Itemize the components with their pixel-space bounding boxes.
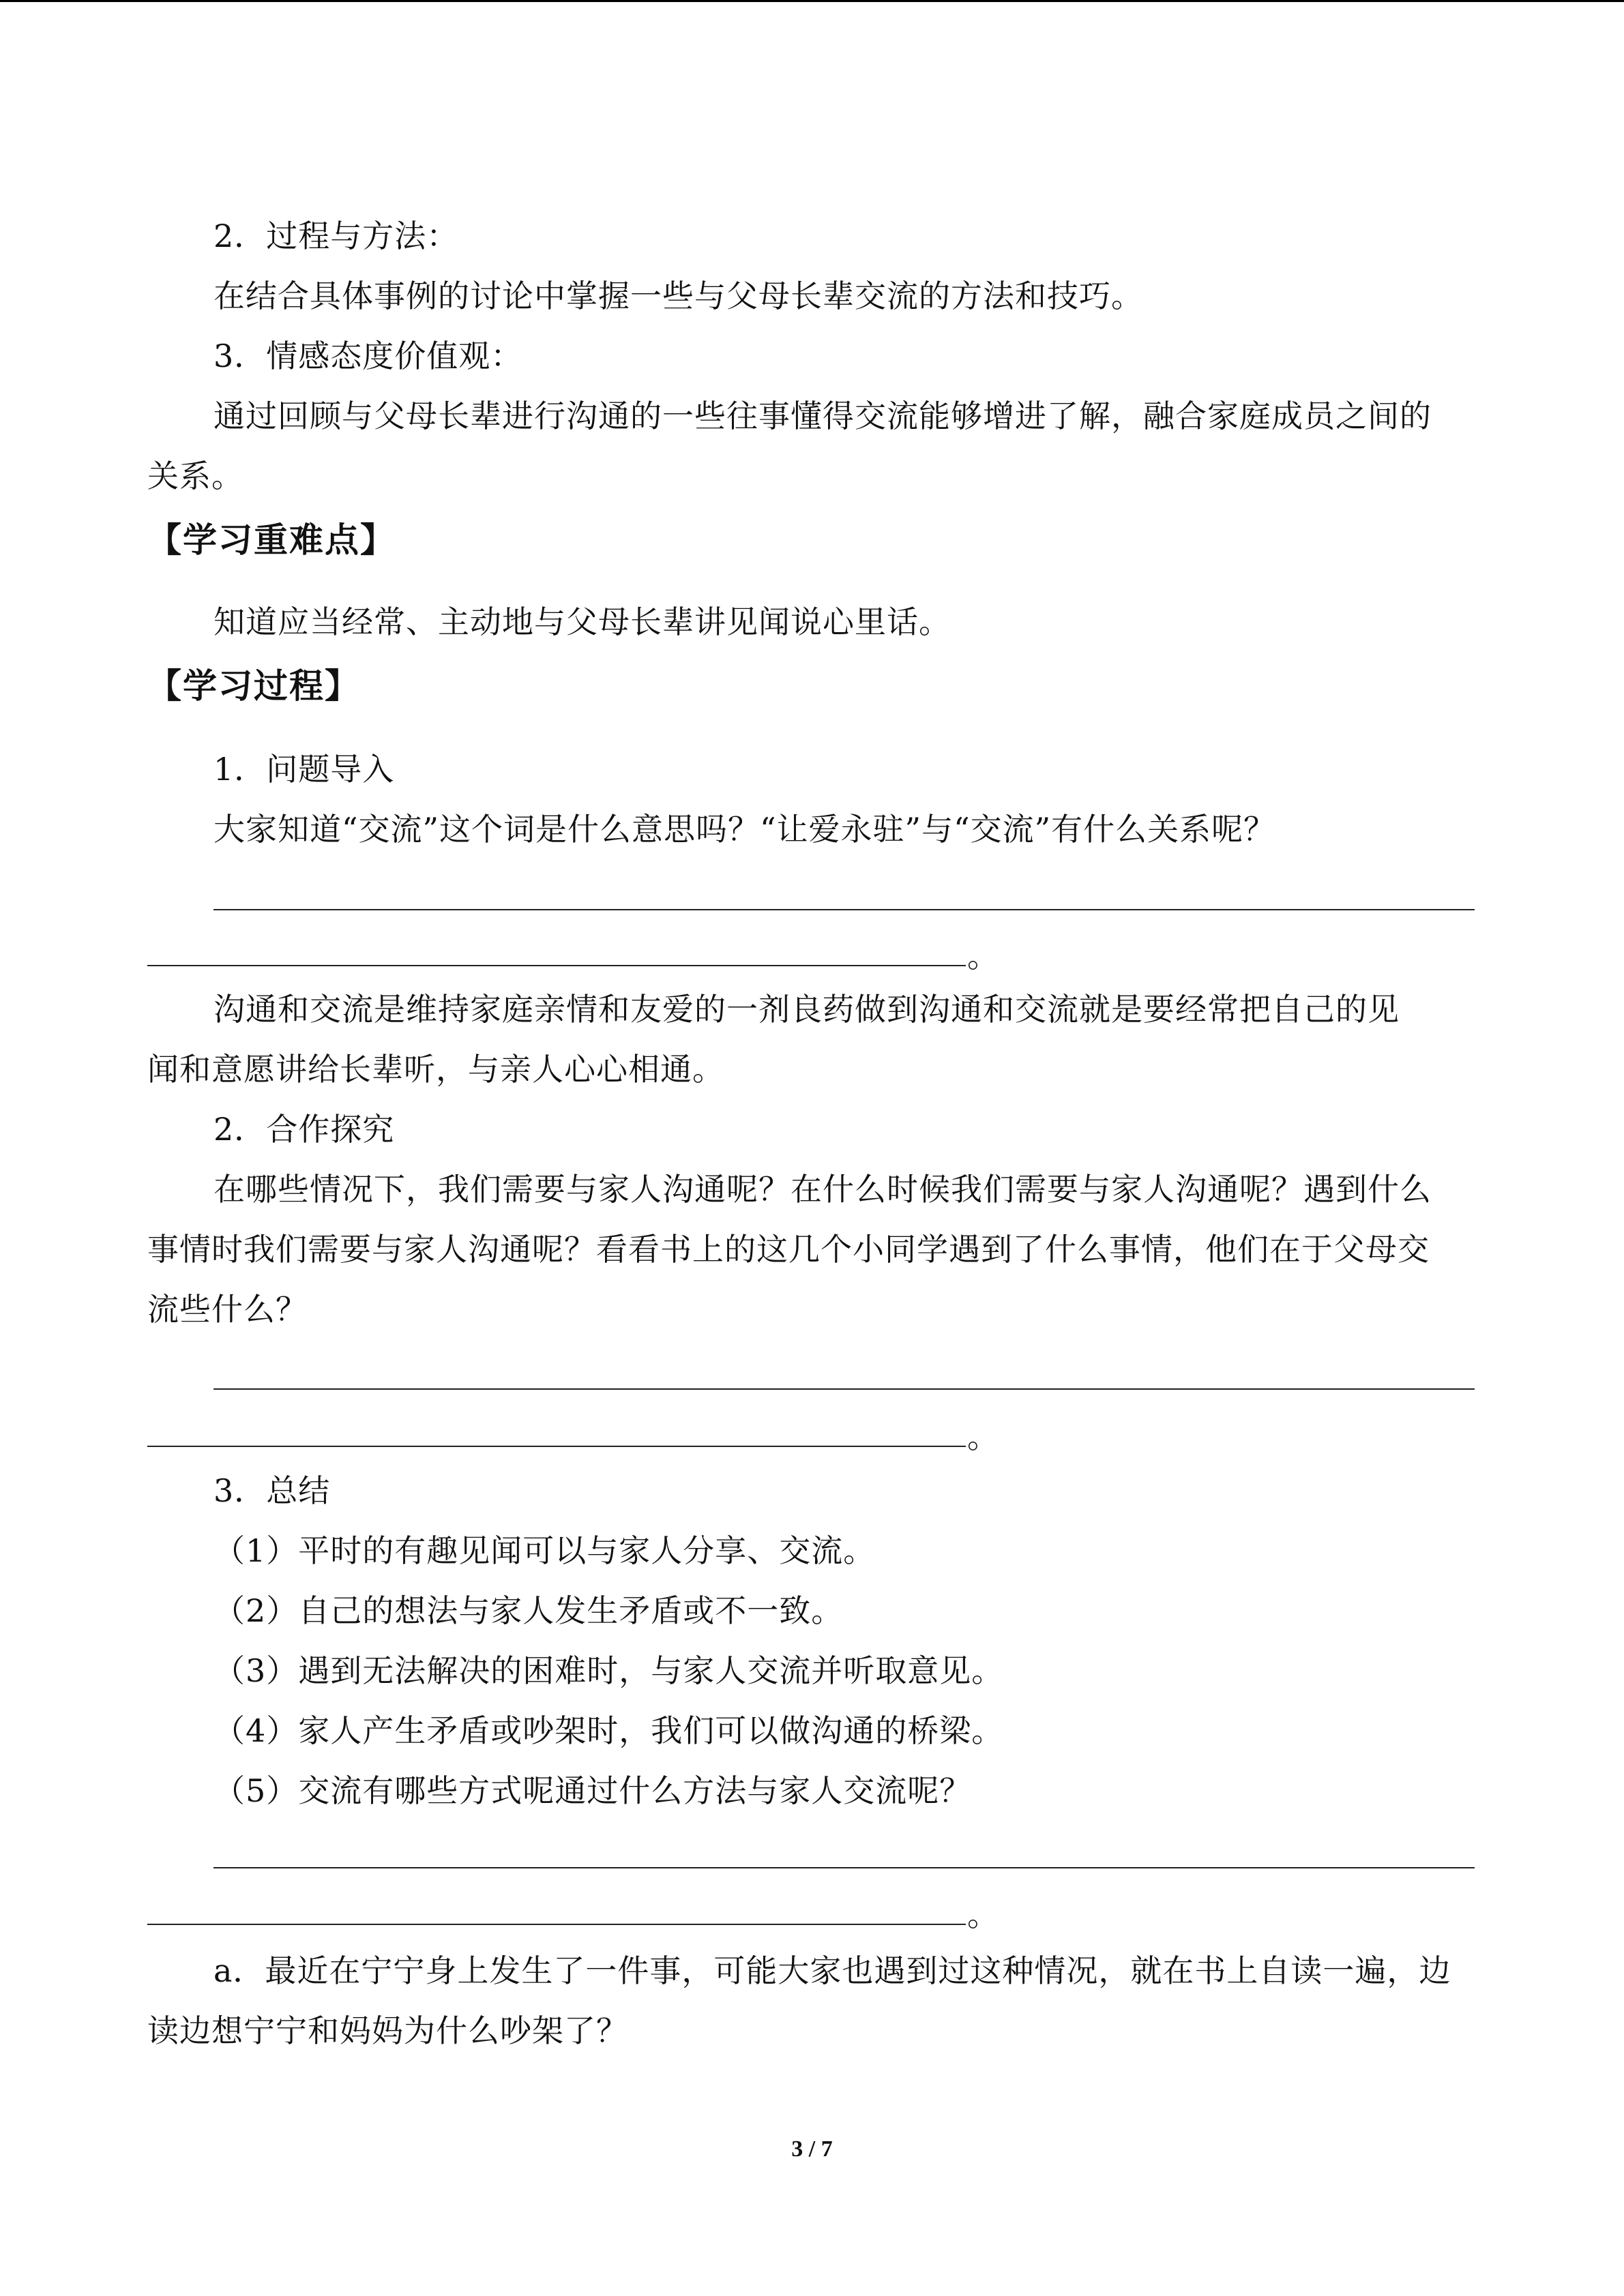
top-border-rule — [0, 0, 1624, 2]
step1-explanation-line2: 闻和意愿讲给长辈听，与亲人心心相通。 — [147, 1051, 724, 1088]
step1-title: 1．问题导入 — [213, 751, 395, 788]
step2-title: 2．合作探究 — [213, 1111, 395, 1148]
summary-item: （5）交流有哪些方式呢通过什么方法与家人交流呢？ — [213, 1772, 972, 1809]
item-a-line2: 读边想宁宁和妈妈为什么吵架了？ — [147, 2012, 628, 2049]
answer-line — [213, 1867, 1475, 1868]
summary-item: （4）家人产生矛盾或吵架时，我们可以做沟通的桥梁。 — [213, 1712, 1004, 1749]
answer-end-mark: 。 — [967, 1418, 999, 1455]
summary-item: （3）遇到无法解决的困难时，与家人交流并听取意见。 — [213, 1652, 1004, 1689]
step1-explanation-line1: 沟通和交流是维持家庭亲情和友爱的一剂良药做到沟通和交流就是要经常把自己的见 — [213, 991, 1400, 1028]
emotion-values-text-line1: 通过回顾与父母长辈进行沟通的一些往事懂得交流能够增进了解，融合家庭成员之间的 — [213, 398, 1432, 434]
answer-line — [147, 1924, 966, 1925]
key-points-heading: 【学习重难点】 — [147, 520, 396, 560]
item-a-line1: a．最近在宁宁身上发生了一件事，可能大家也遇到过这种情况，就在书上自读一遍，边 — [213, 1952, 1451, 1989]
answer-line — [147, 965, 966, 966]
emotion-values-text-line2: 关系。 — [147, 458, 243, 494]
step2-question-line3: 流些什么？ — [147, 1291, 308, 1328]
summary-item: （1）平时的有趣见闻可以与家人分享、交流。 — [213, 1532, 876, 1569]
key-points-text: 知道应当经常、主动地与父母长辈讲见闻说心里话。 — [213, 603, 951, 640]
process-method-text: 在结合具体事例的讨论中掌握一些与父母长辈交流的方法和技巧。 — [213, 278, 1143, 314]
summary-item: （2）自己的想法与家人发生矛盾或不一致。 — [213, 1592, 844, 1629]
step1-question: 大家知道“交流”这个词是什么意思吗？“让爱永驻”与“交流”有什么关系呢？ — [213, 811, 1276, 848]
step3-title: 3．总结 — [213, 1472, 331, 1509]
step2-question-line2: 事情时我们需要与家人沟通呢？看看书上的这几个小同学遇到了什么事情，他们在于父母交 — [147, 1231, 1430, 1268]
answer-end-mark: 。 — [967, 1896, 999, 1933]
page-number: 3 / 7 — [791, 2136, 833, 2162]
learning-process-heading: 【学习过程】 — [147, 666, 360, 706]
emotion-values-heading: 3．情感态度价值观： — [213, 338, 523, 374]
process-method-heading: 2．过程与方法： — [213, 218, 459, 254]
answer-line — [147, 1446, 966, 1447]
answer-end-mark: 。 — [967, 938, 999, 974]
step2-question-line1: 在哪些情况下，我们需要与家人沟通呢？在什么时候我们需要与家人沟通呢？遇到什么 — [213, 1171, 1432, 1208]
answer-line — [213, 1388, 1475, 1390]
answer-line — [213, 909, 1475, 910]
